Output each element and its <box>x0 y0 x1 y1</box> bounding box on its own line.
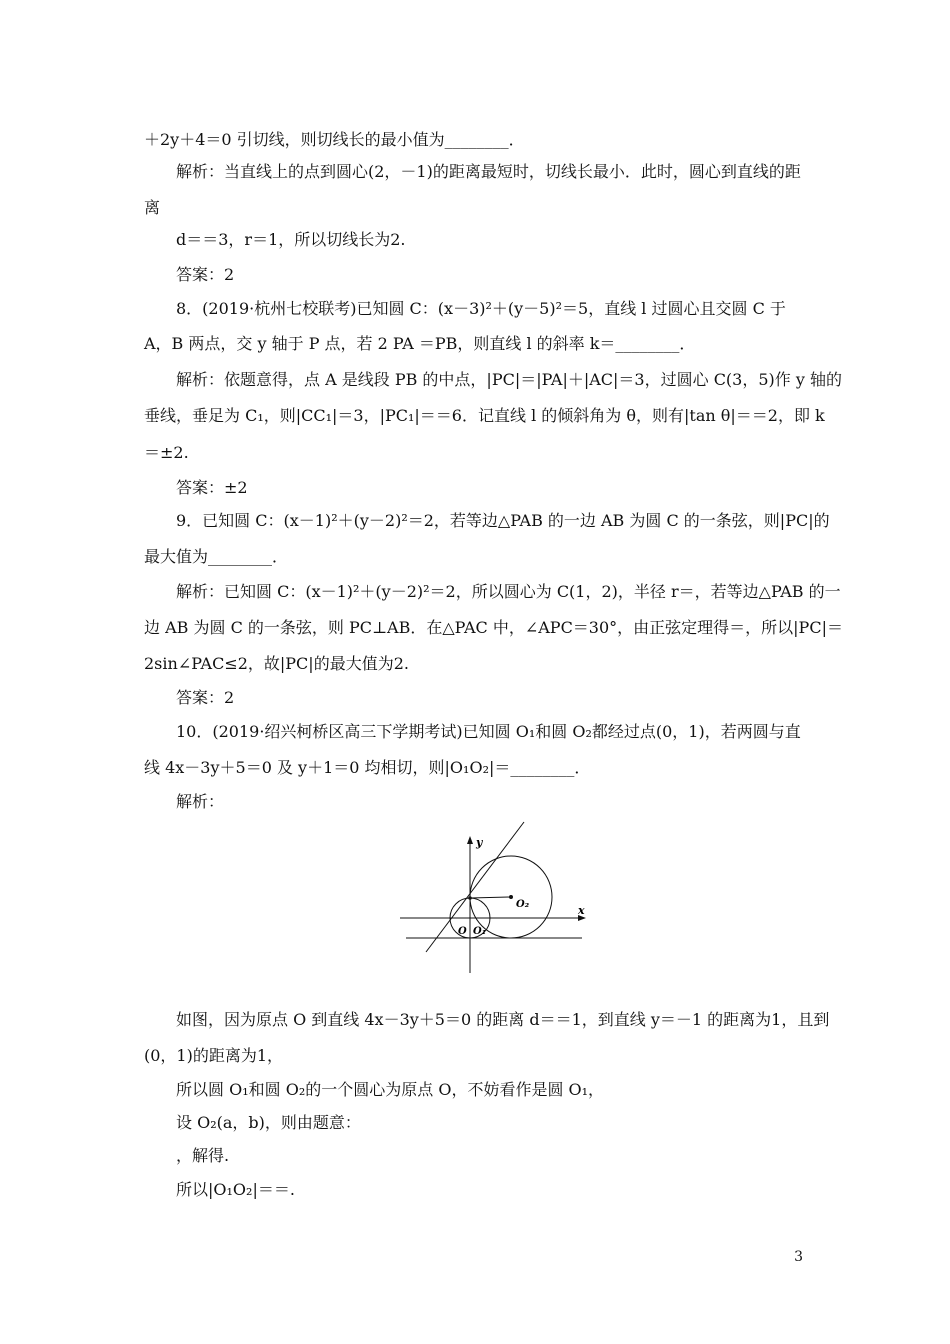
text-line: ＋2y＋4＝0 引切线，则切线长的最小值为________． <box>144 130 525 149</box>
text-line: 解析： <box>176 792 225 811</box>
text-line: 设 O₂(a，b)，则由题意： <box>176 1113 361 1132</box>
text-line: ＝±2. <box>144 443 189 462</box>
text-line: 垂线，垂足为 C₁，则|CC₁|＝3，|PC₁|＝＝6．记直线 l 的倾斜角为 θ，则有|tan θ|＝＝2，即 k <box>144 406 825 425</box>
text-line: 所以|O₁O₂|＝＝. <box>176 1180 295 1199</box>
text-line: 答案：±2 <box>176 478 248 497</box>
text-line: A，B 两点，交 y 轴于 P 点，若 2 PA ＝PB，则直线 l 的斜率 k＝________． <box>144 334 696 353</box>
segment-to-o2 <box>470 897 511 898</box>
text-line: 最大值为________． <box>144 547 289 566</box>
text-line: 解析：依题意得，点 A 是线段 PB 的中点，|PC|＝|PA|＋|AC|＝3，过圆心 C(3，5)作 y 轴的 <box>176 370 842 389</box>
y-axis-arrow <box>467 836 473 844</box>
text-line: 解析：当直线上的点到圆心(2，－1)的距离最短时，切线长最小．此时，圆心到直线的距 <box>176 162 801 181</box>
page-number: 3 <box>794 1249 803 1265</box>
text-line: 8．(2019·杭州七校联考)已知圆 C：(x－3)²＋(y－5)²＝5，直线 l 过圆心且交圆 C 于 <box>176 299 786 318</box>
text-line: 解析：已知圆 C：(x－1)²＋(y－2)²＝2，所以圆心为 C(1，2)，半径 r＝，若等边△PAB 的一 <box>176 582 841 601</box>
o2-center-dot <box>509 895 513 899</box>
x-axis-label: x <box>578 904 585 917</box>
text-line: 2sin∠PAC≤2，故|PC|的最大值为2. <box>144 654 409 673</box>
origin-label: O <box>458 926 467 937</box>
y-axis-label: y <box>476 836 483 849</box>
text-line: 边 AB 为圆 C 的一条弦，则 PC⊥AB．在△PAC 中，∠APC＝30°，由正弦定理得＝，所以|PC|＝ <box>144 618 843 637</box>
text-line: 所以圆 O₁和圆 O₂的一个圆心为原点 O，不妨看作是圆 O₁， <box>176 1080 605 1099</box>
text-line: ，解得. <box>176 1146 230 1165</box>
text-line: 10．(2019·绍兴柯桥区高三下学期考试)已知圆 O₁和圆 O₂都经过点(0，1)，若两圆与直 <box>176 722 801 741</box>
geometry-figure <box>398 818 588 976</box>
text-line: (0，1)的距离为1， <box>144 1046 284 1065</box>
o2-label: O₂ <box>516 899 530 910</box>
text-line: 如图，因为原点 O 到直线 4x－3y＋5＝0 的距离 d＝＝1，到直线 y＝－1 的距离为1，且到 <box>176 1010 830 1029</box>
text-line: 线 4x－3y＋5＝0 及 y＋1＝0 均相切，则|O₁O₂|＝________． <box>144 758 591 777</box>
text-line: d＝＝3，r＝1，所以切线长为2. <box>176 230 406 249</box>
text-line: 9．已知圆 C：(x－1)²＋(y－2)²＝2，若等边△PAB 的一边 AB 为圆 C 的一条弦，则|PC|的 <box>176 511 830 530</box>
text-line: 离 <box>144 198 161 217</box>
text-line: 答案：2 <box>176 688 235 707</box>
o1-label: O₁ <box>473 926 487 937</box>
text-line: 答案：2 <box>176 265 235 284</box>
